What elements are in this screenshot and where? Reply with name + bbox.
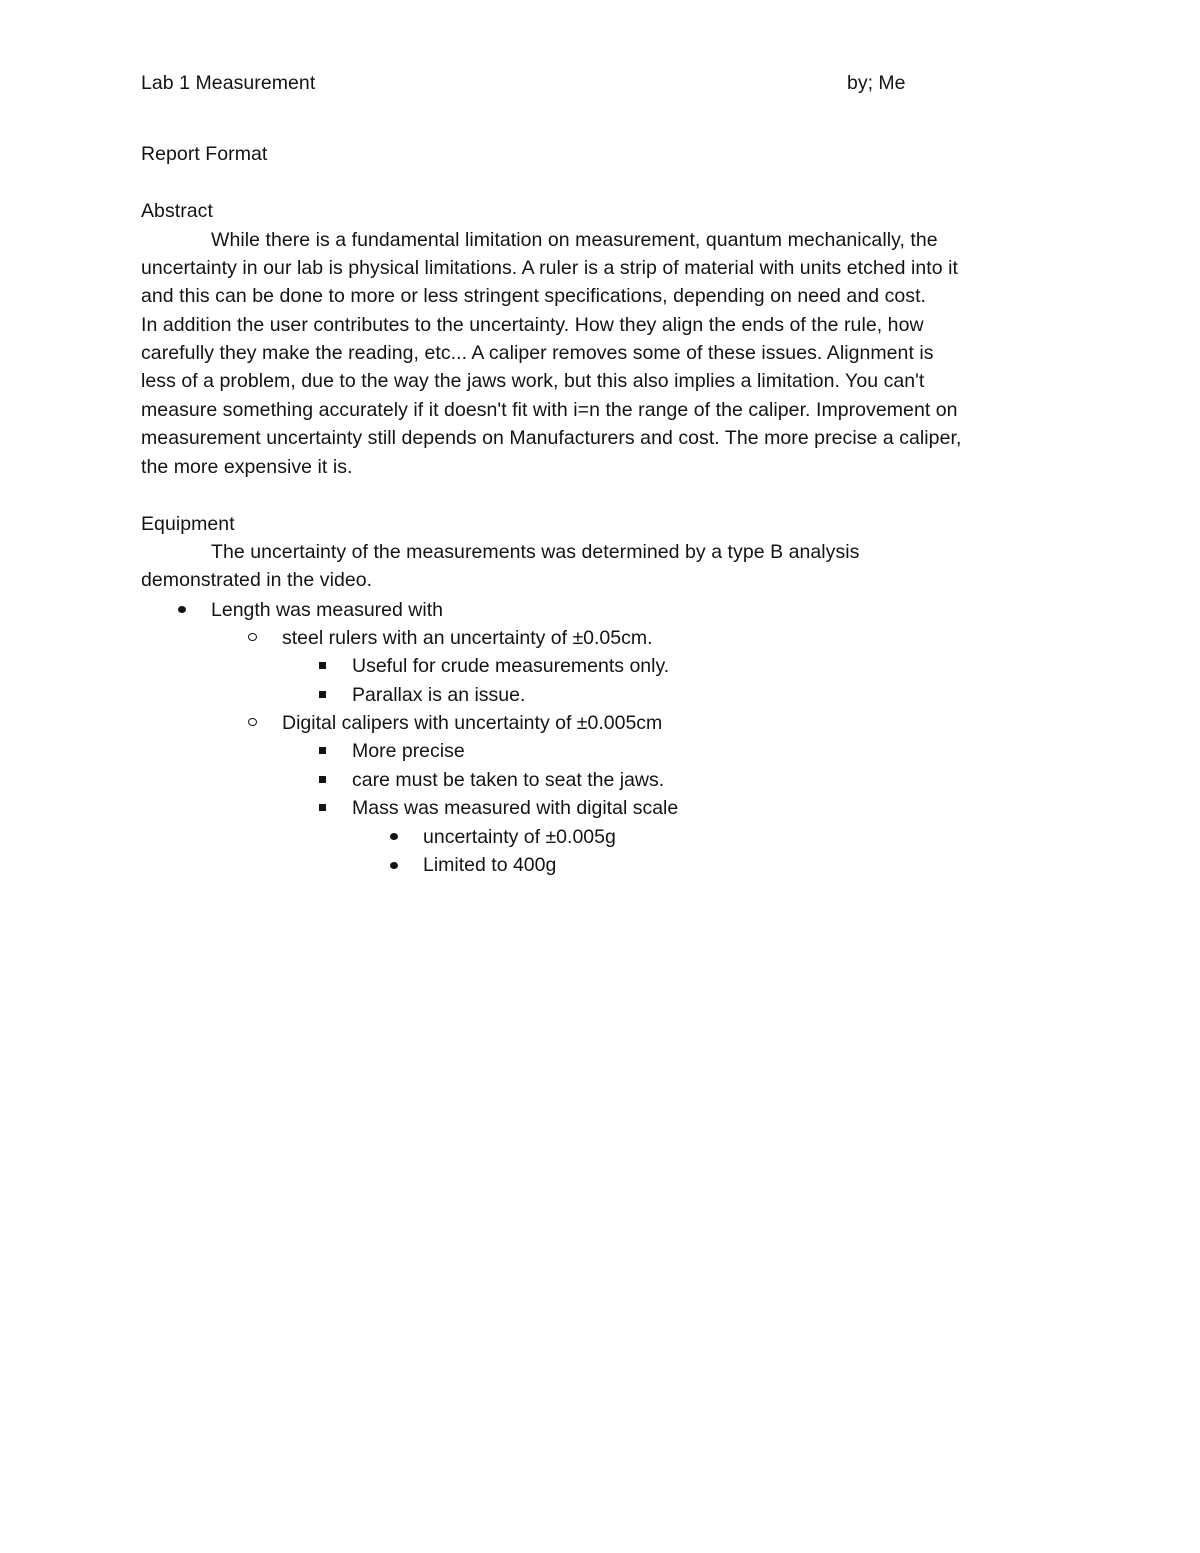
list-item: Limited to 400g	[423, 854, 557, 876]
list-item: Mass was measured with digital scale	[352, 797, 679, 819]
list-item: uncertainty of ±0.005g	[423, 826, 616, 848]
list-item: Useful for crude measurements only.	[352, 655, 670, 677]
equipment-intro-line: demonstrated in the video.	[141, 569, 373, 591]
abstract-heading: Abstract	[141, 200, 213, 222]
abstract-line: less of a problem, due to the way the jaws work, but this also implies a limitation. You can't	[141, 370, 925, 392]
list-item: steel rulers with an uncertainty of ±0.05cm.	[282, 627, 653, 649]
abstract-line: measurement uncertainty still depends on Manufacturers and cost. The more precise a caliper,	[141, 427, 962, 449]
bullet-square-icon	[319, 776, 326, 783]
abstract-line: While there is a fundamental limitation on measurement, quantum mechanically, the	[211, 229, 938, 251]
document-author: by; Me	[847, 72, 906, 94]
bullet-circle-icon	[248, 633, 257, 641]
abstract-line: uncertainty in our lab is physical limitations. A ruler is a strip of material with units etched into it	[141, 257, 958, 279]
abstract-line: In addition the user contributes to the uncertainty. How they align the ends of the rule, how	[141, 314, 924, 336]
bullet-square-icon	[319, 662, 326, 669]
equipment-heading: Equipment	[141, 513, 235, 535]
list-item: care must be taken to seat the jaws.	[352, 769, 665, 791]
bullet-square-icon	[319, 747, 326, 754]
list-item: Digital calipers with uncertainty of ±0.005cm	[282, 712, 663, 734]
bullet-circle-icon	[248, 718, 257, 726]
document-title: Lab 1 Measurement	[141, 72, 316, 94]
abstract-line: and this can be done to more or less stringent specifications, depending on need and cost.	[141, 285, 927, 307]
bullet-disc-icon	[390, 833, 398, 840]
list-item: More precise	[352, 740, 465, 762]
abstract-line: measure something accurately if it doesn't fit with i=n the range of the caliper. Improvement on	[141, 399, 958, 421]
bullet-disc-icon	[390, 862, 398, 869]
equipment-intro-line: The uncertainty of the measurements was determined by a type B analysis	[211, 541, 860, 563]
abstract-line: the more expensive it is.	[141, 456, 353, 478]
bullet-square-icon	[319, 691, 326, 698]
bullet-square-icon	[319, 804, 326, 811]
abstract-line: carefully they make the reading, etc... A caliper removes some of these issues. Alignment is	[141, 342, 934, 364]
bullet-disc-icon	[178, 606, 186, 613]
report-format-heading: Report Format	[141, 143, 268, 165]
list-item: Length was measured with	[211, 599, 443, 621]
list-item: Parallax is an issue.	[352, 684, 526, 706]
